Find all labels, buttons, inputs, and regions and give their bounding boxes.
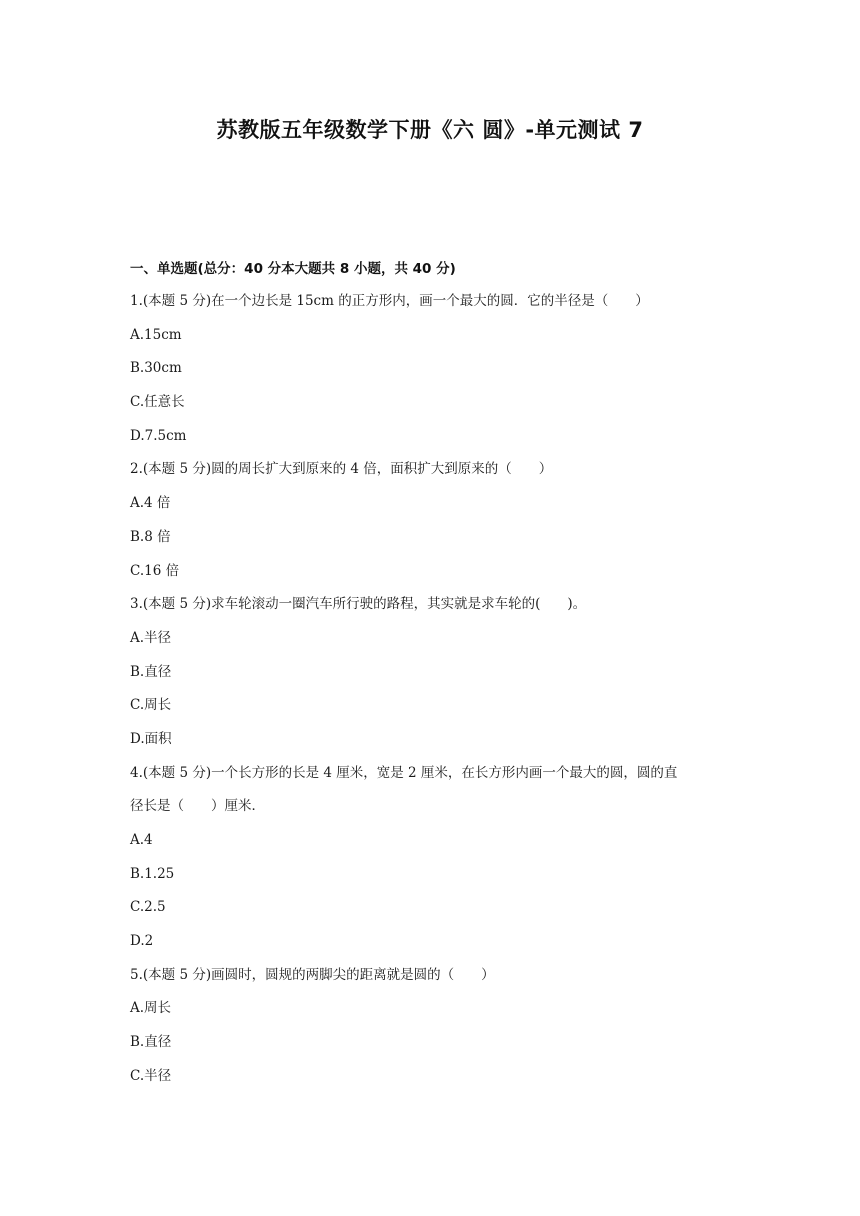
answer-option: B.8 倍 (130, 528, 171, 545)
answer-option: A.15cm (130, 326, 182, 343)
document-title: 苏教版五年级数学下册《六 圆》-单元测试 7 (216, 118, 644, 142)
answer-option: C.16 倍 (130, 562, 180, 579)
question-stem: 4.(本题 5 分)一个长方形的长是 4 厘米，宽是 2 厘米，在长方形内画一个最大的圆，圆的直 (130, 764, 678, 781)
answer-option: C.任意长 (130, 394, 185, 411)
question-item (130, 289, 730, 457)
question-item (130, 457, 730, 592)
answer-option: C.周长 (130, 697, 172, 714)
question-list (130, 289, 730, 1098)
answer-option: D.7.5cm (130, 427, 187, 444)
question-item (130, 592, 730, 760)
answer-option: B.1.25 (130, 865, 175, 882)
question-item (130, 761, 730, 963)
answer-option: D.面积 (130, 730, 172, 747)
answer-option: A.周长 (130, 1000, 172, 1017)
answer-option: A.4 倍 (130, 495, 171, 512)
answer-option: B.直径 (130, 1034, 172, 1051)
answer-option: C.2.5 (130, 899, 166, 916)
question-stem-continued: 径长是（ ）厘米． (130, 798, 265, 815)
answer-option: A.4 (130, 832, 153, 848)
answer-option: C.半径 (130, 1067, 172, 1084)
question-stem: 3.(本题 5 分)求车轮滚动一圈汽车所行驶的路程，其实就是求车轮的( )。 (130, 596, 587, 613)
answer-option: B.30cm (130, 360, 182, 377)
answer-option: A.半径 (130, 629, 172, 646)
question-stem: 1.(本题 5 分)在一个边长是 15cm 的正方形内，画一个最大的圆．它的半径是（ ） (130, 293, 649, 309)
answer-option: B.直径 (130, 663, 172, 680)
question-stem: 5.(本题 5 分)画圆时，圆规的两脚尖的距离就是圆的（ ） (130, 966, 495, 983)
answer-option: D.2 (130, 933, 154, 950)
section-heading: 一、单选题(总分：40 分本大题共 8 小题，共 40 分) (130, 261, 456, 277)
question-item (130, 963, 730, 1098)
question-stem: 2.(本题 5 分)圆的周长扩大到原来的 4 倍，面积扩大到原来的（ ） (130, 461, 553, 478)
